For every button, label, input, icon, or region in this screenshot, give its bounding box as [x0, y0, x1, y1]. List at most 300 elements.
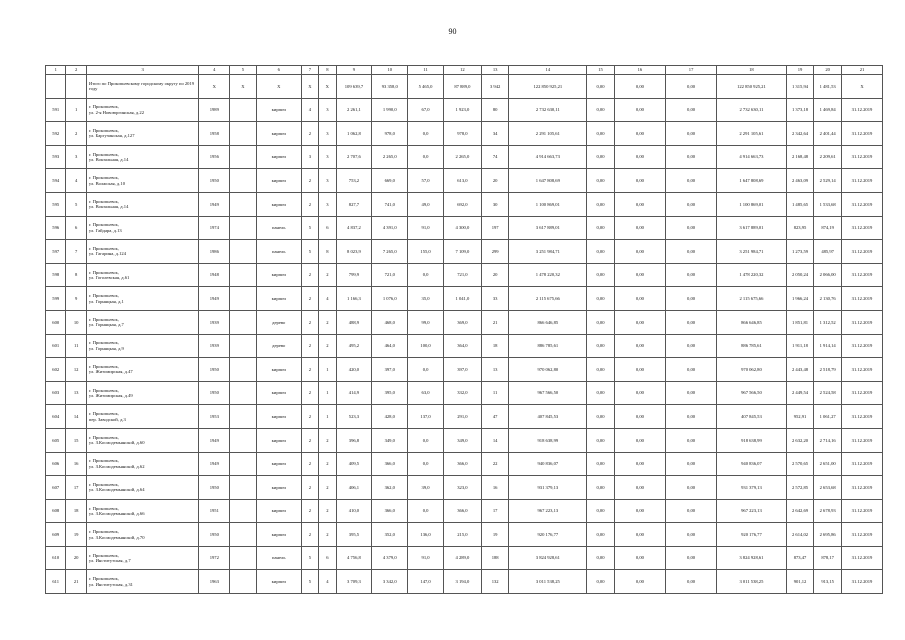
page-number: 90 — [448, 27, 457, 36]
address-cell — [86, 263, 199, 287]
cell-u1: 952,91 — [786, 405, 814, 429]
cell-cost: 3 011 538,25 — [509, 570, 587, 594]
address-cell — [86, 476, 199, 500]
cell-mat: кирпич — [256, 452, 301, 476]
cell-fl: 2 — [301, 358, 318, 382]
cell-z3: 0,00 — [665, 240, 716, 264]
address-street: ул. З.Космодемьянской, д.60 — [88, 440, 145, 446]
row-index-cell: 19 — [66, 523, 86, 547]
total-value-cell: 0,00 — [614, 75, 665, 99]
column-number-cell: 1 — [46, 66, 66, 75]
cell-a: 1 166,3 — [336, 287, 372, 311]
blank-cell — [230, 381, 257, 405]
cell-year: 1939 — [199, 310, 230, 334]
cell-fl: 2 — [301, 381, 318, 405]
cell-fl: 5 — [301, 240, 318, 264]
column-number-cell: 21 — [841, 66, 882, 75]
cell-mat: кирпич — [256, 98, 301, 122]
cell-z3: 0,00 — [665, 499, 716, 523]
cell-c: 35,0 — [408, 287, 444, 311]
row-number-cell: 598 — [46, 263, 66, 287]
address-city: г. Прокопьевск, — [88, 104, 119, 110]
cell-ent: 4 — [319, 570, 336, 594]
cell-ent: 1 — [319, 405, 336, 429]
cell-fl: 5 — [301, 216, 318, 240]
cell-c: 0,0 — [408, 122, 444, 146]
cell-date: 31.12.2019 — [841, 310, 882, 334]
cell-z2: 0,00 — [614, 169, 665, 193]
total-value-cell: 122 850 925,21 — [509, 75, 587, 99]
address-cell — [86, 452, 199, 476]
cell-fl: 2 — [301, 192, 318, 216]
cell-a: 396,8 — [336, 428, 372, 452]
column-number-cell: 15 — [587, 66, 615, 75]
cell-date: 31.12.2019 — [841, 428, 882, 452]
cell-mat: кирпич — [256, 358, 301, 382]
cell-u2: 2 401,44 — [814, 122, 842, 146]
cell-a: 488,9 — [336, 310, 372, 334]
cell-z1: 0,00 — [587, 287, 615, 311]
cell-u2: 485,97 — [814, 240, 842, 264]
cell-tot: 886 785,61 — [717, 334, 787, 358]
row-number-cell: 609 — [46, 523, 66, 547]
cell-d: 323,0 — [443, 476, 481, 500]
cell-mat: дерево — [256, 310, 301, 334]
blank-cell — [230, 169, 257, 193]
cell-z1: 0,00 — [587, 499, 615, 523]
cell-year: 1949 — [199, 452, 230, 476]
blank-cell — [230, 334, 257, 358]
cell-year: 1958 — [199, 122, 230, 146]
total-value-cell: 1 481,53 — [814, 75, 842, 99]
cell-u1: 1 966,24 — [786, 287, 814, 311]
cell-mat: кирпич — [256, 145, 301, 169]
table-row — [46, 287, 883, 311]
cell-b: 4 391,0 — [372, 216, 408, 240]
cell-u2: 2 130,76 — [814, 287, 842, 311]
address-city: г. Прокопьевск, — [88, 198, 119, 204]
column-number-cell: 9 — [336, 66, 372, 75]
cell-z1: 0,00 — [587, 334, 615, 358]
cell-c: 0,0 — [408, 499, 444, 523]
cell-ent: 2 — [319, 428, 336, 452]
cell-ent: 2 — [319, 476, 336, 500]
cell-z2: 0,00 — [614, 523, 665, 547]
cell-date: 31.12.2019 — [841, 98, 882, 122]
row-index-cell: 21 — [66, 570, 86, 594]
total-value-cell: X — [256, 75, 301, 99]
address-street: ул. Гагарина, д.124 — [88, 251, 127, 257]
address-street: ул. Институтская, д.7 — [88, 558, 131, 564]
table-row — [46, 358, 883, 382]
cell-date: 31.12.2019 — [841, 145, 882, 169]
row-number-cell: 596 — [46, 216, 66, 240]
table-row — [46, 499, 883, 523]
cell-cost: 970 062,80 — [509, 358, 587, 382]
cell-u1: 2 050,24 — [786, 263, 814, 287]
address-cell — [86, 405, 199, 429]
table-row — [46, 523, 883, 547]
cell-ent: 1 — [319, 358, 336, 382]
cell-u1: 823,95 — [786, 216, 814, 240]
cell-ent: 3 — [319, 145, 336, 169]
cell-z1: 0,00 — [587, 192, 615, 216]
cell-u2: 874,19 — [814, 216, 842, 240]
cell-tot: 3 617 889,01 — [717, 216, 787, 240]
address-cell — [86, 570, 199, 594]
row-index-cell: 16 — [66, 452, 86, 476]
blank-cell — [230, 570, 257, 594]
address-city: г. Прокопьевск, — [88, 175, 119, 181]
cell-u2: 2 209,61 — [814, 145, 842, 169]
address-cell — [86, 287, 199, 311]
cell-mat: кирпич — [256, 570, 301, 594]
cell-ent: 8 — [319, 240, 336, 264]
cell-z3: 0,00 — [665, 405, 716, 429]
cell-mat: кирпич — [256, 523, 301, 547]
cell-d: 1 041,0 — [443, 287, 481, 311]
cell-year: 1986 — [199, 240, 230, 264]
cell-date: 31.12.2019 — [841, 358, 882, 382]
cell-tot: 967 566,50 — [717, 381, 787, 405]
cell-u2: 1 533,68 — [814, 192, 842, 216]
cell-fl: 2 — [301, 122, 318, 146]
cell-z3: 0,00 — [665, 145, 716, 169]
cell-a: 409,5 — [336, 452, 372, 476]
cell-mat: кирпич — [256, 499, 301, 523]
cell-p: 34 — [481, 122, 509, 146]
cell-fl: 5 — [301, 570, 318, 594]
column-number-cell: 19 — [786, 66, 814, 75]
cell-year: 1949 — [199, 192, 230, 216]
cell-u2: 2 518,79 — [814, 358, 842, 382]
cell-d: 7 109,0 — [443, 240, 481, 264]
total-value-cell: 0,00 — [665, 75, 716, 99]
cell-date: 31.12.2019 — [841, 192, 882, 216]
cell-tot: 918 638,99 — [717, 428, 787, 452]
address-street: ул. Гайдара, д.13 — [88, 227, 122, 233]
cell-p: 47 — [481, 405, 509, 429]
cell-p: 20 — [481, 263, 509, 287]
column-number-cell: 8 — [319, 66, 336, 75]
cell-p: 33 — [481, 287, 509, 311]
cell-b: 2 265,0 — [372, 145, 408, 169]
cell-tot: 1 100 869,01 — [717, 192, 787, 216]
cell-d: 364,0 — [443, 334, 481, 358]
table-row — [46, 405, 883, 429]
cell-z2: 0,00 — [614, 145, 665, 169]
row-number-cell: 605 — [46, 428, 66, 452]
cell-z2: 0,00 — [614, 122, 665, 146]
cell-date: 31.12.2019 — [841, 287, 882, 311]
address-street: ул. Институтская, д.31 — [88, 581, 133, 587]
cell-p: 299 — [481, 240, 509, 264]
cell-c: 0,0 — [408, 452, 444, 476]
row-index-cell: 13 — [66, 381, 86, 405]
address-cell — [86, 240, 199, 264]
address-cell — [86, 499, 199, 523]
address-city: г. Прокопьевск, — [88, 293, 119, 299]
cell-c: 57,0 — [408, 169, 444, 193]
cell-d: 291,0 — [443, 405, 481, 429]
column-number-cell: 16 — [614, 66, 665, 75]
cell-mat: кирпич — [256, 381, 301, 405]
blank-cell — [230, 358, 257, 382]
cell-fl: 2 — [301, 169, 318, 193]
row-index-cell: 3 — [66, 145, 86, 169]
cell-p: 11 — [481, 381, 509, 405]
cell-z2: 0,00 — [614, 428, 665, 452]
cell-b: 3 342,0 — [372, 570, 408, 594]
table-row — [46, 570, 883, 594]
cell-u2: 2 651,00 — [814, 452, 842, 476]
cell-u2: 1 312,52 — [814, 310, 842, 334]
cell-date: 31.12.2019 — [841, 523, 882, 547]
cell-mat: панель — [256, 240, 301, 264]
blank-cell — [230, 499, 257, 523]
cell-z3: 0,00 — [665, 334, 716, 358]
cell-c: 91,0 — [408, 216, 444, 240]
cell-u2: 2 653,68 — [814, 476, 842, 500]
table-row — [46, 216, 883, 240]
cell-c: 63,0 — [408, 381, 444, 405]
total-value-cell: 109 639,7 — [336, 75, 372, 99]
row-index-cell: 20 — [66, 546, 86, 570]
blank-cell — [230, 476, 257, 500]
address-street: ул. Вокзальная, д.14 — [88, 157, 129, 163]
cell-u1: 2 570,65 — [786, 452, 814, 476]
cell-ent: 6 — [319, 546, 336, 570]
cell-tot: 940 836,07 — [717, 452, 787, 476]
cell-a: 410,0 — [336, 499, 372, 523]
cell-d: 3 194,0 — [443, 570, 481, 594]
address-city: г. Прокопьевск, — [88, 222, 119, 228]
row-index-cell: 9 — [66, 287, 86, 311]
cell-z2: 0,00 — [614, 381, 665, 405]
row-number-cell: 601 — [46, 334, 66, 358]
column-number-cell: 4 — [199, 66, 230, 75]
cell-mat: дерево — [256, 334, 301, 358]
row-index-cell: 17 — [66, 476, 86, 500]
address-street: ул. Волжская, д.10 — [88, 180, 126, 186]
cell-b: 352,0 — [372, 523, 408, 547]
row-index-cell: 10 — [66, 310, 86, 334]
cell-d: 4 300,0 — [443, 216, 481, 240]
address-city: г. Прокопьевск, — [88, 434, 119, 440]
column-number-cell: 5 — [230, 66, 257, 75]
address-city: г. Прокопьевск, — [88, 458, 119, 464]
column-number-cell: 10 — [372, 66, 408, 75]
cell-z2: 0,00 — [614, 452, 665, 476]
cell-d: 1 923,0 — [443, 98, 481, 122]
cell-z3: 0,00 — [665, 476, 716, 500]
column-number-cell: 11 — [408, 66, 444, 75]
cell-z1: 0,00 — [587, 263, 615, 287]
cell-z3: 0,00 — [665, 192, 716, 216]
cell-cost: 3 251 984,71 — [509, 240, 587, 264]
cell-tot: 931 379,13 — [717, 476, 787, 500]
total-value-cell: X — [230, 75, 257, 99]
cell-z3: 0,00 — [665, 428, 716, 452]
cell-u2: 913,15 — [814, 570, 842, 594]
total-value-cell: 3 942 — [481, 75, 509, 99]
blank-cell — [230, 145, 257, 169]
row-number-cell: 603 — [46, 381, 66, 405]
cell-date: 31.12.2019 — [841, 546, 882, 570]
row-index-cell: 2 — [66, 122, 86, 146]
row-number-cell: 607 — [46, 476, 66, 500]
cell-u2: 2 529,14 — [814, 169, 842, 193]
cell-ent: 2 — [319, 310, 336, 334]
table-row — [46, 476, 883, 500]
address-city: г. Прокопьевск, — [88, 364, 119, 370]
cell-p: 22 — [481, 452, 509, 476]
cell-b: 468,0 — [372, 310, 408, 334]
address-cell — [86, 523, 199, 547]
cell-a: 2 707,6 — [336, 145, 372, 169]
cell-tot: 920 176,77 — [717, 523, 787, 547]
cell-tot: 2 291 105,61 — [717, 122, 787, 146]
cell-fl: 2 — [301, 499, 318, 523]
address-street: ул. Горняцкая, д.9 — [88, 345, 124, 351]
row-number-cell: 597 — [46, 240, 66, 264]
cell-d: 366,0 — [443, 452, 481, 476]
address-cell — [86, 98, 199, 122]
row-number-cell: 599 — [46, 287, 66, 311]
cell-z1: 0,00 — [587, 546, 615, 570]
cell-b: 464,0 — [372, 334, 408, 358]
cell-c: 137,0 — [408, 405, 444, 429]
column-number-cell: 18 — [717, 66, 787, 75]
cell-ent: 4 — [319, 287, 336, 311]
cell-z2: 0,00 — [614, 310, 665, 334]
cell-a: 8 023,9 — [336, 240, 372, 264]
cell-date: 31.12.2019 — [841, 570, 882, 594]
address-city: г. Прокопьевск, — [88, 529, 119, 535]
cell-z3: 0,00 — [665, 263, 716, 287]
cell-z3: 0,00 — [665, 570, 716, 594]
cell-year: 1950 — [199, 476, 230, 500]
total-label-cell: Итого по Прокопьевскому городскому округу по 2019 году — [86, 75, 199, 99]
cell-z1: 0,00 — [587, 216, 615, 240]
cell-u1: 2 632,20 — [786, 428, 814, 452]
address-city: г. Прокопьевск, — [88, 269, 119, 275]
cell-ent: 2 — [319, 263, 336, 287]
cell-u2: 2 524,58 — [814, 381, 842, 405]
cell-date: 31.12.2019 — [841, 122, 882, 146]
cell-z1: 0,00 — [587, 452, 615, 476]
column-number-cell: 7 — [301, 66, 318, 75]
address-city: г. Прокопьевск, — [88, 151, 119, 157]
row-index-cell: 8 — [66, 263, 86, 287]
cell-z1: 0,00 — [587, 122, 615, 146]
cell-z2: 0,00 — [614, 240, 665, 264]
table-row — [46, 263, 883, 287]
cell-year: 1950 — [199, 381, 230, 405]
total-value-cell: 93 358,0 — [372, 75, 408, 99]
cell-u1: 2 449,54 — [786, 381, 814, 405]
cell-u1: 2 614,02 — [786, 523, 814, 547]
cell-ent: 2 — [319, 499, 336, 523]
cell-b: 366,0 — [372, 499, 408, 523]
cell-tot: 970 062,80 — [717, 358, 787, 382]
cell-p: 21 — [481, 310, 509, 334]
cell-year: 1989 — [199, 98, 230, 122]
table-row — [46, 122, 883, 146]
cell-z1: 0,00 — [587, 358, 615, 382]
cell-z3: 0,00 — [665, 546, 716, 570]
row-index-cell: 14 — [66, 405, 86, 429]
cell-fl: 2 — [301, 452, 318, 476]
cell-a: 406,1 — [336, 476, 372, 500]
cell-d: 366,0 — [443, 499, 481, 523]
total-value-cell: X — [199, 75, 230, 99]
cell-p: 19 — [481, 523, 509, 547]
address-cell — [86, 169, 199, 193]
cell-a: 827,7 — [336, 192, 372, 216]
cell-year: 1956 — [199, 145, 230, 169]
total-value-cell: 87 889,0 — [443, 75, 481, 99]
blank-cell — [230, 98, 257, 122]
cell-d: 721,0 — [443, 263, 481, 287]
address-city: г. Прокопьевск, — [88, 411, 119, 417]
blank-cell — [230, 287, 257, 311]
table-row — [46, 169, 883, 193]
cell-u1: 2 168,48 — [786, 145, 814, 169]
row-index-cell: 15 — [66, 428, 86, 452]
cell-year: 1950 — [199, 358, 230, 382]
cell-z3: 0,00 — [665, 287, 716, 311]
cell-p: 197 — [481, 216, 509, 240]
cell-d: 2 265,0 — [443, 145, 481, 169]
cell-u1: 1 851,81 — [786, 310, 814, 334]
row-index-cell: 18 — [66, 499, 86, 523]
cell-u1: 2 642,69 — [786, 499, 814, 523]
cell-cost: 2 115 675,66 — [509, 287, 587, 311]
cell-year: 1949 — [199, 287, 230, 311]
cell-b: 978,0 — [372, 122, 408, 146]
cell-date: 31.12.2019 — [841, 381, 882, 405]
cell-z2: 0,00 — [614, 570, 665, 594]
address-cell — [86, 145, 199, 169]
cell-z2: 0,00 — [614, 546, 665, 570]
cell-p: 30 — [481, 192, 509, 216]
cell-c: 147,0 — [408, 570, 444, 594]
cell-a: 414,9 — [336, 381, 372, 405]
cell-cost: 967 566,50 — [509, 381, 587, 405]
cell-u1: 901,12 — [786, 570, 814, 594]
cell-mat: кирпич — [256, 476, 301, 500]
cell-p: 18 — [481, 334, 509, 358]
row-index-cell: 6 — [66, 216, 86, 240]
cell-year: 1949 — [199, 428, 230, 452]
cell-year: 1950 — [199, 169, 230, 193]
cell-c: 67,0 — [408, 98, 444, 122]
cell-b: 4 379,0 — [372, 546, 408, 570]
total-value-cell: 0,00 — [587, 75, 615, 99]
cell-p: 80 — [481, 98, 509, 122]
blank-cell — [230, 546, 257, 570]
cell-c: 100,0 — [408, 334, 444, 358]
column-number-cell: 14 — [509, 66, 587, 75]
blank-cell — [230, 240, 257, 264]
cell-b: 1 076,0 — [372, 287, 408, 311]
housing-register-table — [45, 65, 883, 594]
cell-z2: 0,00 — [614, 287, 665, 311]
cell-u2: 2 678,93 — [814, 499, 842, 523]
row-number-cell: 608 — [46, 499, 66, 523]
cell-year: 1963 — [199, 570, 230, 594]
